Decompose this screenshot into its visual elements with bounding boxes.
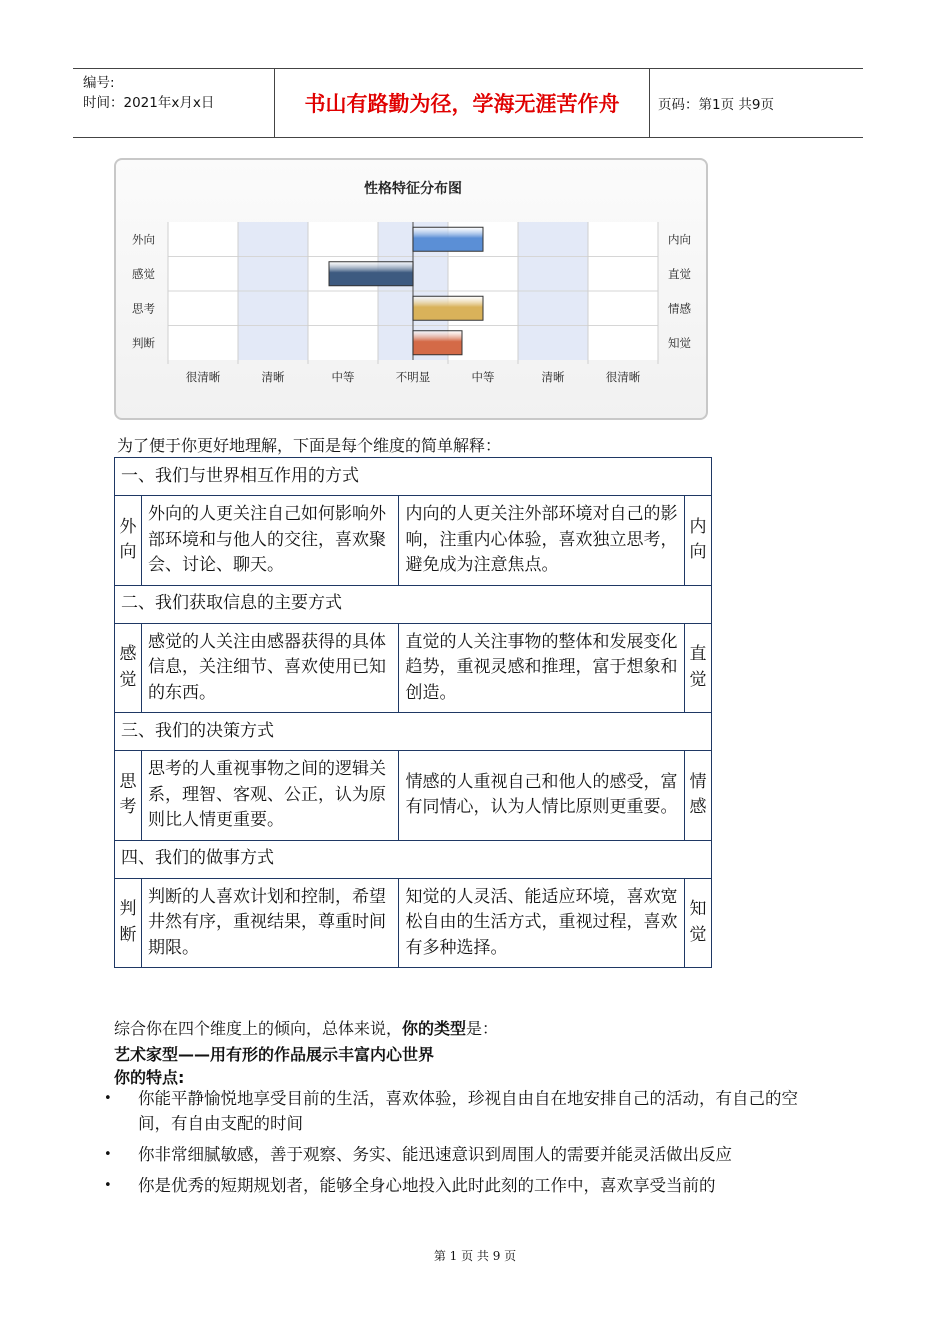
bar-2 [329, 262, 413, 286]
trait-item: • 你能平静愉悦地享受目前的生活，喜欢体验，珍视自由自在地安排自己的活动，有自己的空间，有自由支配的时间 [104, 1086, 824, 1136]
section-heading: 三、我们的决策方式 [115, 713, 712, 751]
right-trait-label: 内向 [668, 232, 691, 247]
right-description: 直觉的人关注事物的整体和发展变化趋势，重视灵感和推理，富于想象和创造。 [399, 623, 685, 713]
right-trait-label: 情感 [668, 301, 691, 316]
right-description: 内向的人更关注外部环境对自己的影响，注重内心体验，喜欢独立思考，避免成为注意焦点。 [399, 496, 685, 586]
x-tick-label: 不明显 [395, 370, 431, 384]
left-description: 外向的人更关注自己如何影响外部环境和与他人的交往，喜欢聚会、讨论、聊天。 [141, 496, 398, 586]
right-side-label: 直觉 [684, 623, 711, 713]
section-heading: 二、我们获取信息的主要方式 [115, 585, 712, 623]
chart-svg [116, 160, 710, 422]
section-row [115, 458, 712, 496]
left-side-label: 判断 [115, 878, 142, 968]
traits-list [104, 1086, 824, 1204]
header-meta [73, 69, 274, 137]
section-heading: 四、我们的做事方式 [115, 840, 712, 878]
number-label: 编号: [83, 75, 115, 91]
trait-item: • 你非常细腻敏感，善于观察、务实、能迅速意识到周围人的需要并能灵活做出反应 [104, 1142, 824, 1167]
summary-line [114, 1016, 498, 1039]
left-trait-label: 思考 [132, 301, 155, 316]
left-description: 判断的人喜欢计划和控制，希望井然有序，重视结果，尊重时间期限。 [141, 878, 398, 968]
dimension-row [115, 878, 712, 968]
left-side-label: 外向 [115, 496, 142, 586]
left-side-label: 感觉 [115, 623, 142, 713]
summary-bold: 你的类型 [402, 1019, 467, 1038]
summary-suffix: 是： [466, 1019, 499, 1038]
header-motto: 书山有路勤为径，学海无涯苦作舟 [274, 69, 650, 137]
right-description: 知觉的人灵活、能适应环境，喜欢宽松自由的生活方式，重视过程，喜欢有多种选择。 [399, 878, 685, 968]
left-description: 感觉的人关注由感器获得的具体信息，关注细节、喜欢使用已知的东西。 [141, 623, 398, 713]
right-side-label: 知觉 [684, 878, 711, 968]
chart-title: 性格特征分布图 [364, 181, 462, 197]
bar-3 [413, 296, 483, 320]
section-heading: 一、我们与世界相互作用的方式 [115, 458, 712, 496]
x-tick-label: 很清晰 [185, 370, 221, 384]
section-row [115, 713, 712, 751]
type-line: 艺术家型——用有形的作品展示丰富内心世界 [114, 1045, 435, 1064]
x-tick-label: 很清晰 [605, 370, 641, 384]
x-tick-label: 中等 [331, 370, 355, 384]
bar-1 [413, 227, 483, 251]
x-tick-label: 中等 [471, 370, 495, 384]
bar-4 [413, 331, 462, 355]
section-row [115, 840, 712, 878]
left-trait-label: 判断 [132, 335, 155, 350]
summary-prefix: 综合你在四个维度上的倾向，总体来说， [114, 1019, 403, 1038]
page-header [73, 68, 863, 138]
x-tick-label: 清晰 [261, 370, 285, 384]
right-side-label: 内向 [684, 496, 711, 586]
dimension-row [115, 496, 712, 586]
page-footer: 第 1 页 共 9 页 [433, 1249, 517, 1263]
features-label: 你的特点: [114, 1068, 185, 1087]
right-description: 情感的人重视自己和他人的感受，富有同情心，认为人情比原则更重要。 [399, 751, 685, 841]
left-side-label: 思考 [115, 751, 142, 841]
left-trait-label: 感觉 [132, 266, 155, 281]
intro-text: 为了便于你更好地理解，下面是每个维度的简单解释： [117, 436, 502, 455]
right-side-label: 情感 [684, 751, 711, 841]
dimension-table [114, 457, 712, 968]
header-page-label: 页码：第1页 共9页 [658, 97, 774, 113]
left-trait-label: 外向 [132, 232, 155, 247]
right-trait-label: 直觉 [668, 266, 691, 281]
dimension-row [115, 751, 712, 841]
left-description: 思考的人重视事物之间的逻辑关系，理智、客观、公正，认为原则比人情更重要。 [141, 751, 398, 841]
trait-item: • 你是优秀的短期规划者，能够全身心地投入此时此刻的工作中，喜欢享受当前的 [104, 1173, 824, 1198]
x-tick-label: 清晰 [541, 370, 565, 384]
personality-chart [114, 158, 708, 420]
dimension-row [115, 623, 712, 713]
right-trait-label: 知觉 [668, 335, 691, 350]
date-label: 时间：2021年x月x日 [83, 95, 215, 111]
section-row [115, 585, 712, 623]
